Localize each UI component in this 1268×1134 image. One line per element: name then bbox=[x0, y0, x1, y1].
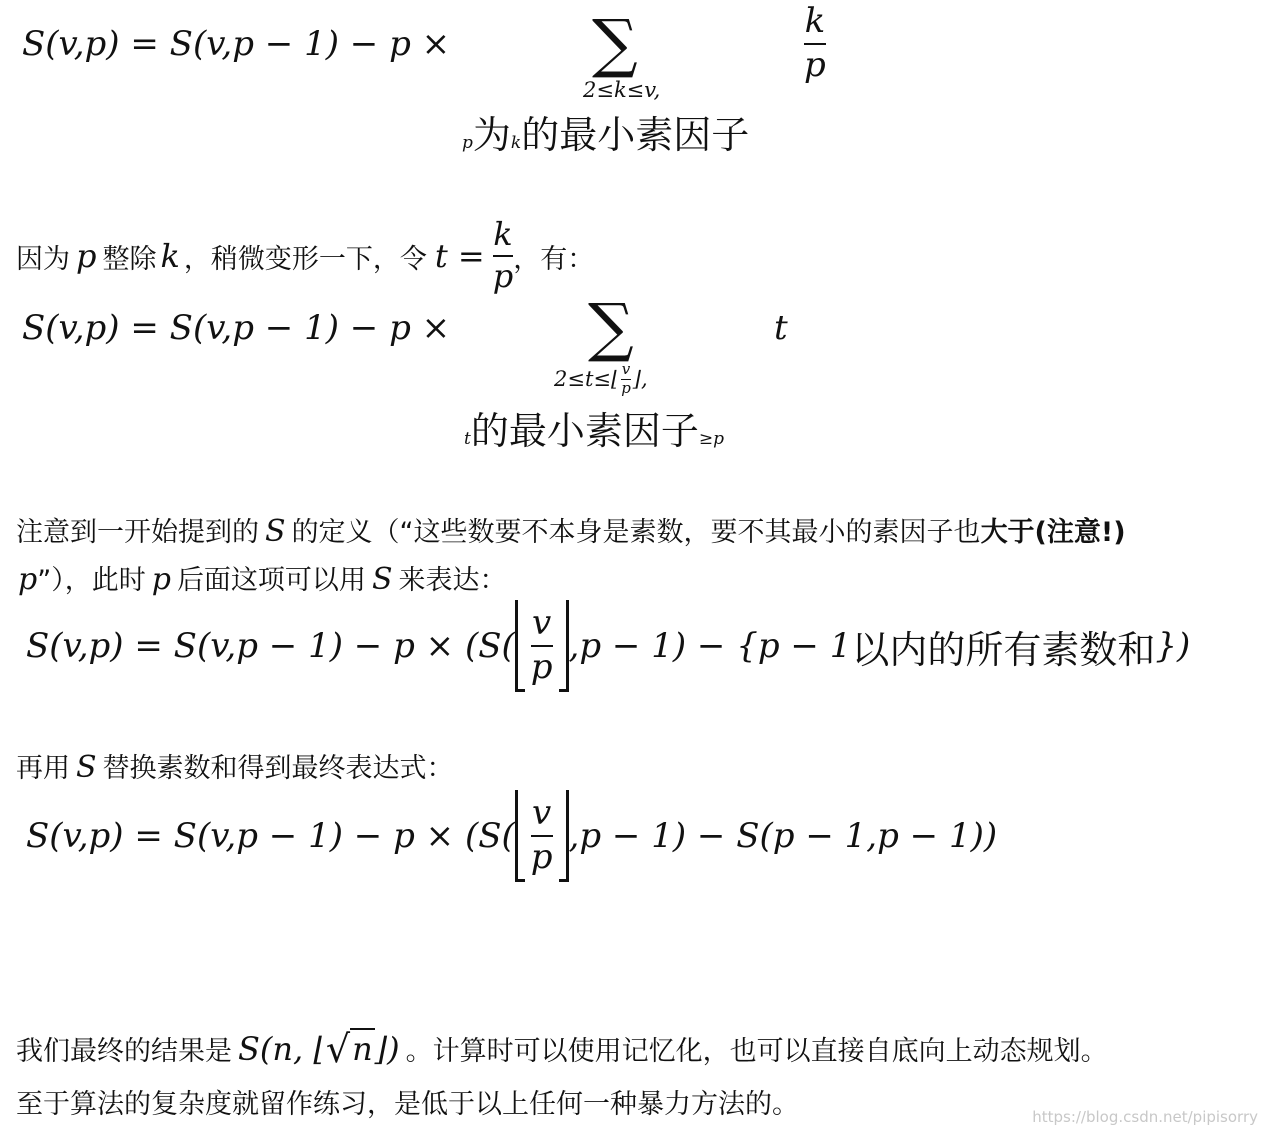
watermark: https://blog.csdn.net/pipisorry bbox=[1032, 1108, 1258, 1126]
frac-numerator: k bbox=[804, 1, 826, 41]
eq4-den: p bbox=[530, 837, 553, 877]
frac-denominator: p bbox=[804, 44, 826, 85]
p4-a: 我们最终的结果是 bbox=[16, 1035, 232, 1067]
p1-a: 因为 bbox=[16, 243, 70, 275]
p1-k: k bbox=[160, 237, 180, 275]
sum2-num: v bbox=[621, 360, 631, 378]
p1-t: t = bbox=[434, 237, 485, 275]
equation-1-fraction bbox=[804, 1, 826, 85]
sum2-den: p bbox=[621, 378, 631, 397]
sum-subscript-text: 2≤k≤v, bbox=[583, 78, 661, 102]
p1-frac-den: p bbox=[492, 257, 514, 295]
cond-wei: 为 bbox=[472, 113, 511, 157]
eq3-end: }) bbox=[1155, 626, 1191, 666]
equation-4 bbox=[26, 790, 997, 882]
cond-k: k bbox=[510, 133, 522, 153]
p2-s: S bbox=[265, 514, 286, 549]
eq4-floor bbox=[515, 790, 569, 882]
eq3-floor bbox=[515, 600, 569, 692]
p3-s: S bbox=[76, 750, 97, 785]
equation-1-sum-subscript bbox=[583, 78, 660, 102]
p1-c: ，稍微变形一下，令 bbox=[183, 243, 427, 275]
cond2-sub: ≥p bbox=[698, 429, 724, 449]
cond-p: p bbox=[462, 133, 473, 153]
summation-sign-2: ∑ bbox=[588, 291, 634, 365]
eq3-cjk: 以内的所有素数和 bbox=[851, 627, 1156, 672]
eq4-lhs: S(v,p) = S(v,p − 1) − p × (S( bbox=[26, 816, 515, 856]
p4-math bbox=[238, 1027, 400, 1071]
p4-n: n bbox=[352, 1030, 373, 1068]
p5-a: 至于算法的复杂度就留作练习，是低于以上任何一种暴力方法的。 bbox=[16, 1089, 799, 1120]
eq3-mid: ,p − 1) − {p − 1 bbox=[568, 626, 852, 666]
equation-2-sum-subscript bbox=[554, 362, 648, 397]
p1-fraction bbox=[492, 215, 514, 295]
equation-2-condition bbox=[464, 400, 724, 455]
p4-s: S(n, ⌊ bbox=[238, 1030, 326, 1068]
equation-2-term bbox=[774, 308, 788, 348]
p3-a: 再用 bbox=[16, 753, 70, 784]
equation-1-lhs-text: S(v,p) = S(v,p − 1) − p × bbox=[22, 24, 451, 64]
paragraph-2-line-1 bbox=[16, 510, 1126, 549]
p1-p: p bbox=[76, 237, 97, 275]
equation-2-lhs bbox=[22, 308, 450, 348]
paragraph-5 bbox=[16, 1082, 799, 1121]
p2-a: 注意到一开始提到的 bbox=[16, 517, 259, 548]
cond-rest: 的最小素因子 bbox=[521, 113, 750, 157]
p2-e: 来表达： bbox=[398, 565, 507, 596]
paragraph-4 bbox=[16, 1024, 1108, 1072]
equation-3 bbox=[26, 600, 1190, 692]
sum2-right: ⌋, bbox=[632, 367, 648, 392]
p2-d: 后面这项可以用 bbox=[176, 565, 366, 596]
sum2-fraction bbox=[621, 362, 631, 397]
p1-frac-num: k bbox=[493, 215, 513, 254]
cond2-rest: 的最小素因子 bbox=[470, 409, 699, 453]
eq3-lhs: S(v,p) = S(v,p − 1) − p × (S( bbox=[26, 626, 515, 666]
paragraph-3 bbox=[16, 746, 454, 785]
p2-p2: p bbox=[151, 562, 171, 597]
cond2-t: t bbox=[464, 429, 471, 449]
p2-s2: S bbox=[371, 562, 393, 597]
p2-b: 的定义（“这些数要不本身是素数，要不其最小的素因子也 bbox=[291, 517, 981, 548]
eq4-num: v bbox=[532, 793, 552, 834]
eq3-num: v bbox=[532, 603, 552, 644]
p4-b: 。计算时可以使用记忆化，也可以直接自底向上动态规划。 bbox=[405, 1035, 1108, 1067]
eq4-rest: ,p − 1) − S(p − 1,p − 1)) bbox=[568, 816, 998, 856]
p1-d: ，有： bbox=[513, 243, 595, 275]
p3-b: 替换素数和得到最终表达式： bbox=[102, 753, 454, 784]
sum2-left: 2≤t≤⌊ bbox=[554, 367, 620, 392]
p2-c: ”），此时 bbox=[37, 565, 146, 596]
p4-close: ⌋) bbox=[374, 1030, 400, 1068]
summation-sign: ∑ bbox=[592, 7, 638, 81]
eq3-den: p bbox=[530, 647, 553, 687]
sqrt-symbol: √ n bbox=[325, 1027, 373, 1071]
p2-bold: 大于(注意!) bbox=[980, 517, 1126, 548]
p1-b: 整除 bbox=[102, 243, 157, 275]
p2-cp: p bbox=[18, 562, 38, 597]
equation-2-term-text: t bbox=[774, 308, 788, 348]
equation-2-lhs-text: S(v,p) = S(v,p − 1) − p × bbox=[22, 308, 451, 348]
equation-1-lhs bbox=[22, 24, 450, 64]
paragraph-2-line-2 bbox=[18, 558, 507, 597]
paragraph-1 bbox=[16, 206, 594, 306]
equation-1-condition bbox=[462, 104, 749, 159]
